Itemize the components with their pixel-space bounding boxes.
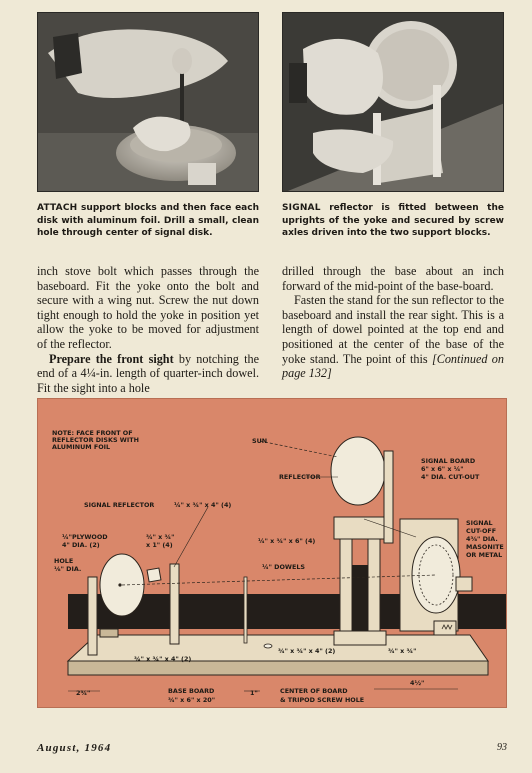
body-text: Fasten the stand for the sun reflector to the baseboard and install the rear sight. This is a length of dowel pointed at the top end and positioned at the center of the base of the yoke stand. The point of this	[282, 293, 504, 366]
continued-note: [Continued on page 132]	[282, 351, 504, 381]
leader-line	[174, 507, 208, 567]
front-sight-dowel	[244, 577, 247, 643]
label-signal-cutoff: OR METAL	[466, 551, 503, 559]
left-yoke-upright	[88, 577, 97, 655]
label-dim: 4½"	[410, 679, 425, 687]
signal-hinge-block	[456, 577, 472, 591]
label-signal-board: SIGNAL BOARD	[421, 457, 476, 465]
body-paragraph: drilled through the base about an inch forward of the mid-point of the base-board.	[282, 264, 504, 293]
label-sun: SUN	[252, 437, 268, 445]
label-dowels: ¼" DOWELS	[262, 563, 305, 571]
note-line: ALUMINUM FOIL	[52, 443, 111, 451]
reflector-upright	[384, 451, 393, 543]
label-signal-cutoff: MASONITE	[466, 543, 504, 551]
signal-board-foot	[434, 621, 456, 635]
run-in-heading: Prepare the front sight	[49, 351, 174, 366]
footer-date: August, 1964	[37, 742, 112, 754]
label-dim: ¼" x ¾" x 4" (4)	[174, 501, 232, 509]
label-signal-cutoff: 4⅜" DIA.	[466, 535, 498, 543]
sun-ray	[260, 441, 338, 457]
label-dim: ¼" x ¾" x 6" (4)	[258, 537, 316, 545]
body-column-right	[282, 264, 504, 381]
page-number: 93	[497, 742, 507, 753]
note-line: REFLECTOR DISKS WITH	[52, 436, 139, 444]
label-plywood-dia: 4" DIA. (2)	[62, 541, 100, 549]
note-line: NOTE: FACE FRONT OF	[52, 429, 133, 437]
label-reflector: REFLECTOR	[279, 473, 321, 481]
label-signal-cutoff: CUT-OFF	[466, 527, 497, 535]
sight-line	[122, 575, 436, 585]
label-signal-cutoff: SIGNAL	[466, 519, 493, 527]
base-board-front	[68, 661, 488, 675]
stand-post	[340, 539, 352, 645]
label-dim: 2¾"	[76, 689, 91, 697]
caption-right	[282, 202, 504, 240]
label-plywood: ¼"PLYWOOD	[62, 533, 108, 541]
caption-left-lead: ATTACH	[37, 203, 78, 213]
label-hole-dia: ⅛" DIA.	[54, 565, 82, 573]
body-paragraph: inch stove bolt which passes through the baseboard. Fit the yoke onto the bolt and secure with a wing nut. Screw the nut down tight enough to hold the yoke in position yet allow the yoke to be moved for adjustment of the reflector.	[37, 264, 259, 351]
body-paragraph	[282, 293, 504, 381]
signal-hole	[118, 583, 121, 586]
label-signal-board-cutout: 4" DIA. CUT-OUT	[421, 473, 480, 481]
label-signal-board-size: 6" x 6" x ¼"	[421, 465, 464, 473]
label-dim: ¾" x ¾"	[388, 647, 417, 655]
label-signal-reflector: SIGNAL REFLECTOR	[84, 501, 155, 509]
caption-left-text: support blocks and then face each disk with aluminum foil. Drill a small, clean hole through center of signal disk.	[37, 203, 259, 238]
label-dim: 1"	[250, 689, 258, 697]
construction-diagram	[37, 398, 507, 708]
label-center-hole: & TRIPOD SCREW HOLE	[280, 696, 365, 704]
body-column-left	[37, 264, 259, 395]
body-paragraph	[37, 352, 259, 396]
photo-attach-support-blocks	[37, 12, 259, 192]
tripod-screw-hole	[264, 644, 272, 648]
caption-right-text: reflector is fitted between the uprights of the yoke and secured by screw axles driven into the two support blocks.	[282, 203, 504, 238]
label-base-board-size: ¾" x 6" x 20"	[168, 696, 216, 704]
reflector-yoke-top	[334, 517, 384, 539]
stand-base	[334, 631, 386, 645]
label-base-board: BASE BOARD	[168, 687, 215, 695]
label-dim: ¾" x ¾" x 4" (2)	[134, 655, 192, 663]
support-block	[147, 568, 161, 582]
label-block-count: x 1" (4)	[146, 541, 173, 549]
stand-gap	[352, 565, 368, 631]
photo-signal-reflector	[282, 12, 504, 192]
wing-nut	[100, 629, 118, 637]
body-text: by notching the end of a 4¼-in. length of quarter-inch dowel. Fit the sight into a hole	[37, 351, 260, 395]
sun-reflector-disk	[331, 437, 385, 505]
caption-right-lead: SIGNAL	[282, 203, 321, 213]
left-yoke-upright	[170, 564, 179, 644]
label-dim: ¾" x ¾" x 4" (2)	[278, 647, 336, 655]
stand-post	[368, 539, 380, 645]
label-center: CENTER OF BOARD	[280, 687, 348, 695]
label-block: ¾" x ¾"	[146, 533, 175, 541]
caption-left	[37, 202, 259, 240]
label-hole: HOLE	[54, 557, 74, 565]
